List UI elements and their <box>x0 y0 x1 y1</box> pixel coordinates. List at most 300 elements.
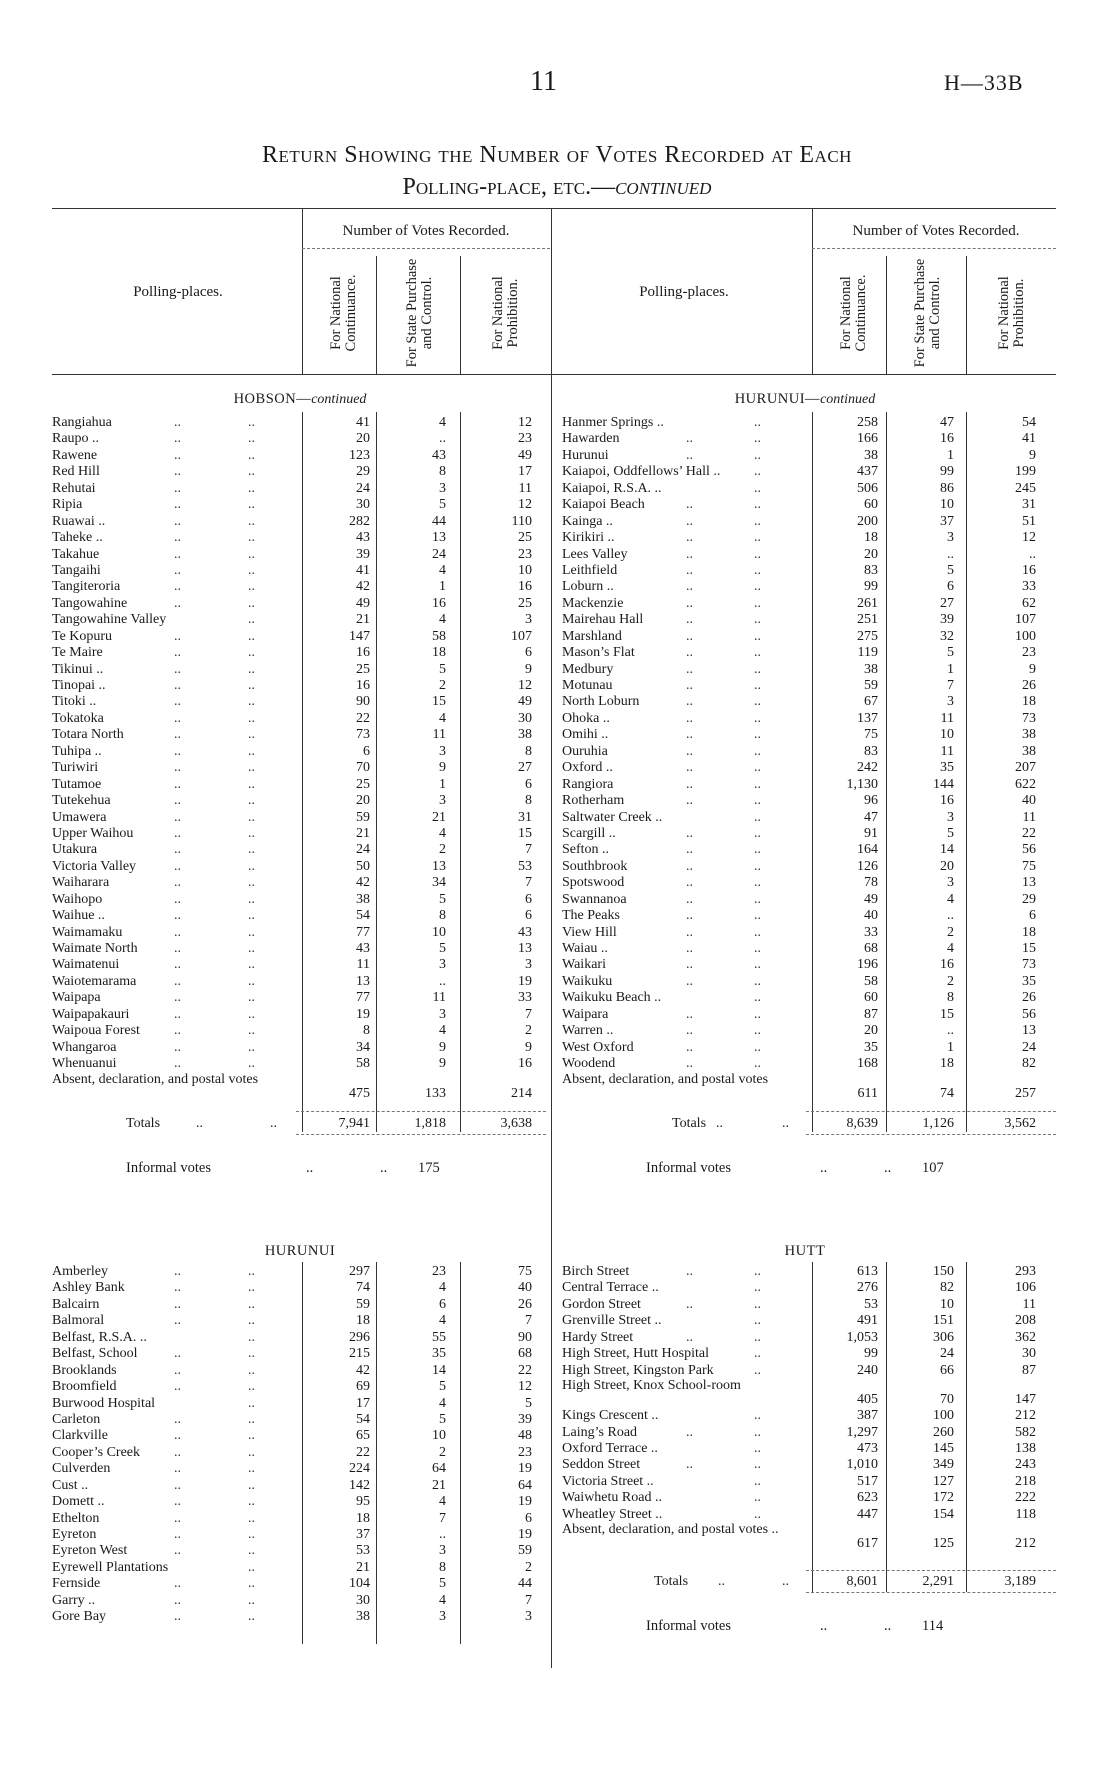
leader-dots: .. <box>248 1362 255 1378</box>
leader-dots: .. <box>686 908 693 924</box>
table-row <box>562 1363 1056 1379</box>
votes-continuance: 19 <box>356 1006 370 1022</box>
table-row <box>52 431 548 447</box>
votes-prohibition: 11 <box>1022 809 1036 825</box>
page-number: 11 <box>530 66 557 97</box>
votes-prohibition: 31 <box>1022 497 1036 513</box>
votes-state-purchase: 86 <box>940 480 954 496</box>
votes-prohibition: 15 <box>1022 941 1036 956</box>
polling-place-name: Scargill .. <box>562 825 616 841</box>
votes-continuance: 275 <box>857 628 878 644</box>
votes-prohibition: 54 <box>1022 415 1036 430</box>
table-row <box>52 1461 548 1477</box>
votes-continuance: 87 <box>864 1006 878 1022</box>
polling-place-name: Rotherham <box>562 793 625 809</box>
votes-state-purchase: 6 <box>947 579 954 595</box>
votes-continuance: 437 <box>857 464 878 480</box>
hurunui-table <box>52 1264 548 1626</box>
leader-dots: .. <box>686 1329 693 1345</box>
hobson-totals-label: Totals <box>126 1116 161 1131</box>
polling-place-name: Waikuku <box>562 973 613 989</box>
polling-place-name: High Street, Hutt Hospital <box>562 1346 709 1362</box>
votes-state-purchase: 16 <box>432 595 446 611</box>
votes-state-purchase: 11 <box>432 727 446 743</box>
leader-dots: .. <box>248 842 255 858</box>
polling-place-name: Rangiahua <box>52 415 112 430</box>
leader-dots: .. <box>754 480 761 496</box>
leader-dots: .. <box>248 1296 255 1312</box>
leader-dots: .. <box>754 743 761 759</box>
votes-state-purchase: 35 <box>940 760 954 776</box>
votes-state-purchase: 4 <box>947 891 954 907</box>
votes-state-purchase: 2 <box>947 973 954 989</box>
table-row <box>52 1494 548 1510</box>
polling-place-name: Balcairn <box>52 1296 100 1312</box>
table-row <box>52 563 548 579</box>
leader-dots: .. <box>248 743 255 759</box>
votes-state-purchase: 2 <box>439 1444 446 1460</box>
votes-continuance: 99 <box>864 1346 878 1362</box>
leader-dots: .. <box>248 908 255 924</box>
votes-state-purchase: 4 <box>439 1023 446 1039</box>
right-votes-divider <box>812 208 813 374</box>
votes-state-purchase: 3 <box>439 743 446 759</box>
table-row <box>52 1412 548 1428</box>
leader-dots: .. <box>248 1264 255 1279</box>
table-row <box>562 908 1056 924</box>
hobson-informal-dots: .. <box>306 1160 314 1176</box>
votes-continuance: 215 <box>349 1346 370 1362</box>
votes-state-purchase: 13 <box>432 858 446 874</box>
votes-continuance: 33 <box>864 924 878 940</box>
polling-place-name: Motunau <box>562 678 613 693</box>
right-col-divider-2 <box>966 256 967 374</box>
votes-prohibition: 212 <box>1015 1408 1036 1424</box>
votes-continuance: 42 <box>356 875 370 891</box>
votes-state-purchase: .. <box>439 431 446 447</box>
leader-dots: .. <box>248 447 255 463</box>
votes-continuance: 43 <box>356 530 370 546</box>
table-row <box>52 629 548 645</box>
polling-place-name: Ruawai .. <box>52 513 106 529</box>
leader-dots: .. <box>174 1527 181 1542</box>
polling-place-name: Umawera <box>52 809 107 825</box>
leader-dots: .. <box>754 760 761 776</box>
votes-prohibition: 622 <box>1015 776 1036 792</box>
leader-dots: .. <box>754 464 761 480</box>
hurunui-cont-total-continuance: 8,639 <box>846 1116 878 1131</box>
leader-dots: .. <box>174 415 181 430</box>
leader-dots: .. <box>686 842 693 858</box>
votes-prohibition: 106 <box>1015 1280 1036 1296</box>
polling-place-name: Sefton .. <box>562 842 610 858</box>
polling-place-name: Kings Crescent .. <box>562 1408 659 1424</box>
table-row <box>52 1396 548 1412</box>
leader-dots: .. <box>686 924 693 940</box>
votes-prohibition: 9 <box>525 1039 532 1055</box>
votes-prohibition: 8 <box>525 743 532 759</box>
leader-dots: .. <box>754 628 761 644</box>
polling-place-name: Kaiapoi, R.S.A. .. <box>562 480 662 496</box>
votes-state-purchase: 37 <box>940 513 954 529</box>
polling-place-name: Waihue .. <box>52 908 105 924</box>
leader-dots: .. <box>754 562 761 578</box>
leader-dots: .. <box>754 858 761 874</box>
polling-place-name: Tangowahine Valley <box>52 612 167 628</box>
votes-continuance: 78 <box>864 875 878 891</box>
votes-continuance: 20 <box>864 1023 878 1039</box>
polling-place-name: Te Maire <box>52 645 103 661</box>
hutt-total-state: 2,291 <box>922 1574 954 1589</box>
hutt-total-prohibition: 3,189 <box>1004 1574 1036 1589</box>
hobson-totals-dots: .. <box>196 1116 203 1131</box>
polling-place-name: Rehutai <box>52 480 96 496</box>
leader-dots: .. <box>754 595 761 611</box>
votes-continuance: 90 <box>356 694 370 710</box>
leader-dots: .. <box>754 973 761 989</box>
polling-place-name: Gore Bay <box>52 1609 107 1625</box>
polling-place-name: Eyreton <box>52 1527 97 1542</box>
leader-dots: .. <box>174 678 181 693</box>
table-row <box>52 1297 548 1313</box>
votes-prohibition: 3 <box>525 1609 532 1625</box>
leader-dots: .. <box>686 776 693 792</box>
votes-state-purchase: 154 <box>933 1506 954 1522</box>
votes-prohibition: 118 <box>1015 1506 1036 1522</box>
votes-continuance: 20 <box>864 546 878 562</box>
leader-dots: .. <box>754 447 761 463</box>
votes-state-purchase: 74 <box>940 1085 954 1101</box>
leader-dots: .. <box>248 809 255 825</box>
leader-dots: .. <box>686 628 693 644</box>
votes-state-purchase: 5 <box>439 891 446 907</box>
votes-continuance: 251 <box>857 612 878 628</box>
votes-prohibition: 100 <box>1015 628 1036 644</box>
votes-continuance: 68 <box>864 941 878 956</box>
left-votes-recorded-header: Number of Votes Recorded. <box>342 223 510 239</box>
polling-place-name: Mason’s Flat <box>562 645 635 661</box>
absent-votes-row <box>52 1073 548 1102</box>
polling-place-name: Burwood Hospital <box>52 1395 156 1411</box>
polling-place-name: Waikuku Beach .. <box>562 990 662 1006</box>
votes-continuance: 74 <box>356 1280 370 1296</box>
votes-continuance: 517 <box>857 1473 878 1489</box>
votes-continuance: 43 <box>356 941 370 956</box>
leader-dots: .. <box>174 908 181 924</box>
polling-place-name: Waimate North <box>52 941 138 956</box>
leader-dots: .. <box>754 1346 761 1362</box>
polling-place-name: Absent, declaration, and postal votes .. <box>562 1523 779 1538</box>
votes-state-purchase: 4 <box>439 1313 446 1329</box>
votes-prohibition: 23 <box>518 1444 532 1460</box>
votes-continuance: 142 <box>349 1477 370 1493</box>
votes-state-purchase: 18 <box>940 1056 954 1072</box>
polling-place-name: Upper Waihou <box>52 825 134 841</box>
table-row <box>562 1408 1056 1424</box>
polling-place-name: Waihopo <box>52 891 103 907</box>
polling-place-name: Waiotemarama <box>52 973 137 989</box>
votes-state-purchase: 1 <box>947 1039 954 1055</box>
leader-dots: .. <box>248 793 255 809</box>
table-row <box>52 1280 548 1296</box>
table-row <box>562 1457 1056 1473</box>
leader-dots: .. <box>174 891 181 907</box>
votes-continuance: 99 <box>864 579 878 595</box>
polling-place-name: Woodend <box>562 1056 616 1072</box>
leader-dots: .. <box>174 694 181 710</box>
hurunui-heading: HURUNUI <box>264 1243 336 1259</box>
leader-dots: .. <box>754 1280 761 1296</box>
table-row <box>52 481 548 497</box>
votes-state-purchase: 5 <box>439 661 446 677</box>
leader-dots: .. <box>174 464 181 480</box>
votes-state-purchase: 3 <box>947 694 954 710</box>
votes-state-purchase: 306 <box>933 1329 954 1345</box>
leader-dots: .. <box>754 825 761 841</box>
table-row <box>52 497 548 513</box>
votes-state-purchase: 16 <box>940 957 954 973</box>
votes-prohibition: 68 <box>518 1346 532 1362</box>
votes-state-purchase: 4 <box>439 1592 446 1608</box>
votes-state-purchase: 21 <box>432 1477 446 1493</box>
polling-place-name: Wheatley Street .. <box>562 1506 663 1522</box>
leader-dots: .. <box>754 908 761 924</box>
votes-continuance: 38 <box>864 661 878 677</box>
table-row <box>562 579 1056 595</box>
table-row <box>562 1264 1056 1280</box>
votes-continuance: 75 <box>864 727 878 743</box>
right-col1-header: For National Continuance. <box>838 274 869 352</box>
hurunui-cont-totals-dots-2: .. <box>782 1116 789 1131</box>
votes-prohibition: 90 <box>518 1329 532 1345</box>
polling-place-name: Swannanoa <box>562 891 627 907</box>
votes-continuance: 17 <box>356 1395 370 1411</box>
table-row <box>52 1560 548 1576</box>
leader-dots: .. <box>248 645 255 661</box>
leader-dots: .. <box>248 1461 255 1477</box>
leader-dots: .. <box>174 1264 181 1279</box>
absent-votes-row <box>562 1523 1056 1552</box>
leader-dots: .. <box>248 924 255 940</box>
votes-continuance: 70 <box>356 760 370 776</box>
votes-continuance: 16 <box>356 645 370 661</box>
leader-dots: .. <box>174 480 181 496</box>
votes-continuance: 611 <box>857 1085 878 1101</box>
leader-dots: .. <box>174 1313 181 1329</box>
votes-state-purchase: 9 <box>439 1056 446 1072</box>
table-row <box>52 925 548 941</box>
votes-continuance: 506 <box>857 480 878 496</box>
votes-continuance: 67 <box>864 694 878 710</box>
table-row <box>562 563 1056 579</box>
leader-dots: .. <box>174 858 181 874</box>
polling-place-name: Victoria Street .. <box>562 1473 654 1489</box>
votes-state-purchase: 127 <box>933 1473 954 1489</box>
left-col-divider-2 <box>460 256 461 374</box>
votes-continuance: 77 <box>356 990 370 1006</box>
votes-state-purchase: 24 <box>940 1346 954 1362</box>
votes-state-purchase: 5 <box>439 497 446 513</box>
leader-dots: .. <box>174 1428 181 1444</box>
votes-continuance: 39 <box>356 546 370 562</box>
table-row <box>52 1543 548 1559</box>
votes-state-purchase: 16 <box>940 431 954 447</box>
leader-dots: .. <box>174 825 181 841</box>
polling-place-name: Omihi .. <box>562 727 609 743</box>
votes-prohibition: 8 <box>525 793 532 809</box>
polling-place-name: Kainga .. <box>562 513 613 529</box>
votes-state-purchase: 125 <box>933 1536 954 1552</box>
votes-state-purchase: 5 <box>947 645 954 661</box>
votes-continuance: 95 <box>356 1494 370 1510</box>
right-col3-header: For National Prohibition. <box>996 276 1027 350</box>
polling-place-name: Warren .. <box>562 1023 614 1039</box>
leader-dots: .. <box>686 1424 693 1440</box>
votes-prohibition: 62 <box>1022 595 1036 611</box>
table-row <box>562 629 1056 645</box>
table-row <box>562 777 1056 793</box>
votes-state-purchase: 70 <box>940 1392 954 1408</box>
leader-dots: .. <box>754 546 761 562</box>
table-row <box>562 1490 1056 1506</box>
table-row <box>52 464 548 480</box>
leader-dots: .. <box>248 1592 255 1608</box>
leader-dots: .. <box>686 710 693 726</box>
votes-state-purchase: 3 <box>947 875 954 891</box>
votes-continuance: 261 <box>857 595 878 611</box>
table-row <box>562 793 1056 809</box>
leader-dots: .. <box>686 727 693 743</box>
votes-prohibition: 293 <box>1015 1264 1036 1279</box>
votes-state-purchase: 9 <box>439 1039 446 1055</box>
votes-state-purchase: 7 <box>439 1510 446 1526</box>
table-row <box>562 1474 1056 1490</box>
votes-state-purchase: 4 <box>439 710 446 726</box>
votes-state-purchase: 11 <box>940 743 954 759</box>
votes-prohibition: 207 <box>1015 760 1036 776</box>
leader-dots: .. <box>754 941 761 956</box>
votes-continuance: 53 <box>864 1296 878 1312</box>
table-row <box>562 842 1056 858</box>
table-row <box>562 464 1056 480</box>
votes-prohibition: 218 <box>1015 1473 1036 1489</box>
votes-prohibition: 29 <box>1022 891 1036 907</box>
leader-dots: .. <box>174 842 181 858</box>
votes-prohibition: 12 <box>518 678 532 693</box>
leader-dots: .. <box>754 1473 761 1489</box>
votes-prohibition: 6 <box>525 645 532 661</box>
votes-continuance: 166 <box>857 431 878 447</box>
table-row <box>52 777 548 793</box>
leader-dots: .. <box>174 793 181 809</box>
votes-prohibition: 73 <box>1022 710 1036 726</box>
hutt-totals-dots-2: .. <box>782 1574 789 1589</box>
votes-continuance: 65 <box>356 1428 370 1444</box>
table-row <box>562 1507 1056 1523</box>
header-bottom-rule <box>52 374 1056 375</box>
center-divider <box>551 208 552 1668</box>
votes-state-purchase: 3 <box>439 957 446 973</box>
leader-dots: .. <box>248 710 255 726</box>
votes-continuance: 137 <box>857 710 878 726</box>
polling-place-name: Tutamoe <box>52 776 102 792</box>
polling-place-name: Central Terrace .. <box>562 1280 659 1296</box>
table-row <box>52 990 548 1006</box>
votes-prohibition: 208 <box>1015 1313 1036 1329</box>
polling-place-name: Hawarden <box>562 431 620 447</box>
leader-dots: .. <box>754 776 761 792</box>
votes-continuance: 18 <box>356 1510 370 1526</box>
polling-place-name: Broomfield <box>52 1379 117 1395</box>
hobson-informal-dots-2: .. <box>380 1160 388 1176</box>
votes-continuance: 42 <box>356 579 370 595</box>
votes-state-purchase: 18 <box>432 645 446 661</box>
table-row <box>562 925 1056 941</box>
votes-state-purchase: 1 <box>439 579 446 595</box>
polling-place-name: Waipoua Forest <box>52 1023 140 1039</box>
votes-prohibition: 25 <box>518 530 532 546</box>
votes-state-purchase: 5 <box>947 825 954 841</box>
polling-place-name: Domett .. <box>52 1494 105 1510</box>
votes-state-purchase: 4 <box>439 1280 446 1296</box>
votes-continuance: 38 <box>864 447 878 463</box>
votes-prohibition: 6 <box>1029 908 1036 924</box>
leader-dots: .. <box>174 809 181 825</box>
votes-continuance: 18 <box>356 1313 370 1329</box>
polling-place-name: Spotswood <box>562 875 625 891</box>
right-col-divider-1 <box>886 256 887 374</box>
table-row <box>52 1056 548 1072</box>
hurunui-continued-heading: HURUNUI—continued <box>734 391 876 407</box>
leader-dots: .. <box>754 1506 761 1522</box>
table-row <box>52 1511 548 1527</box>
polling-place-name: Waiharara <box>52 875 110 891</box>
votes-prohibition: 27 <box>518 760 532 776</box>
leader-dots: .. <box>754 710 761 726</box>
votes-state-purchase: 4 <box>439 612 446 628</box>
leader-dots: .. <box>174 1039 181 1055</box>
table-row <box>562 990 1056 1006</box>
table-row <box>52 793 548 809</box>
polling-place-name: Tuhipa .. <box>52 743 102 759</box>
polling-place-name: Garry .. <box>52 1592 96 1608</box>
votes-state-purchase: 2 <box>947 924 954 940</box>
table-row <box>52 1346 548 1362</box>
table-row <box>562 727 1056 743</box>
leader-dots: .. <box>248 1346 255 1362</box>
table-row <box>52 760 548 776</box>
votes-state-purchase: 21 <box>432 809 446 825</box>
leader-dots: .. <box>686 825 693 841</box>
polling-place-name: Belfast, R.S.A. .. <box>52 1329 147 1345</box>
table-row <box>562 1379 1056 1408</box>
polling-place-name: Waimamaku <box>52 924 123 940</box>
votes-state-purchase: 6 <box>439 1296 446 1312</box>
leader-dots: .. <box>248 1444 255 1460</box>
votes-prohibition: 38 <box>1022 743 1036 759</box>
leader-dots: .. <box>174 497 181 513</box>
hobson-informal-label: Informal votes <box>126 1160 211 1176</box>
leader-dots: .. <box>754 513 761 529</box>
polling-place-name: Ashley Bank <box>52 1280 125 1296</box>
polling-place-name: High Street, Kingston Park <box>562 1362 714 1378</box>
leader-dots: .. <box>686 546 693 562</box>
leader-dots: .. <box>754 1006 761 1022</box>
polling-place-name: Hanmer Springs .. <box>562 415 664 430</box>
votes-state-purchase: 16 <box>940 793 954 809</box>
votes-prohibition: 19 <box>518 1494 532 1510</box>
leader-dots: .. <box>686 760 693 776</box>
